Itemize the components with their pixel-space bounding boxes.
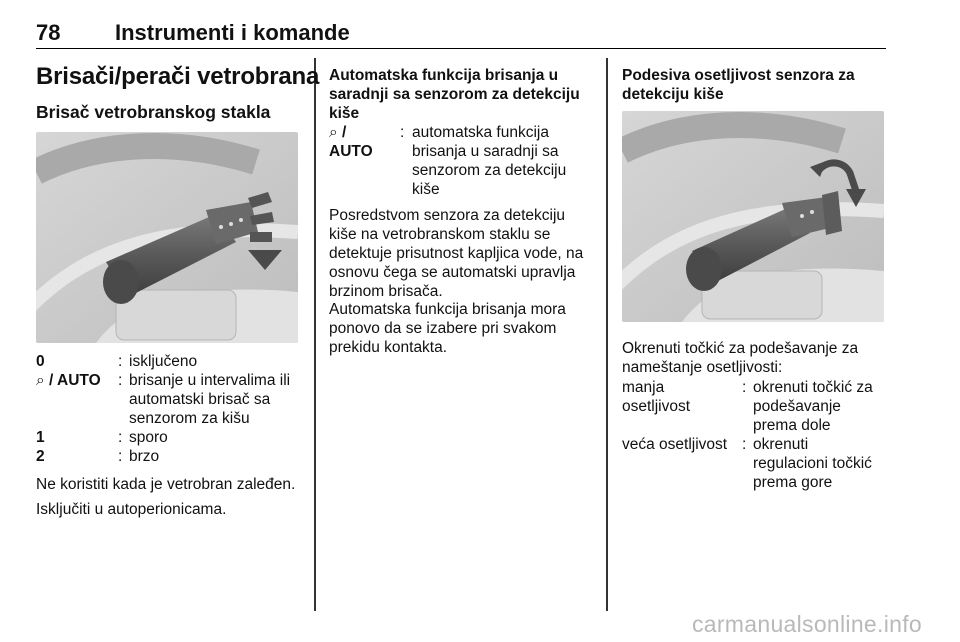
sensitivity-figure: [622, 111, 884, 322]
def-term: veća osetljivost: [622, 436, 728, 453]
wiper-auto-icon: ⌕: [36, 372, 45, 389]
def-desc: brzo: [129, 448, 160, 465]
def-row: [622, 435, 892, 492]
watermark: carmanualsonline.info: [691, 611, 922, 637]
def-term: 0: [36, 353, 45, 370]
stalk-illustration: [36, 132, 298, 343]
middle-paragraph-1: Posredstvom senzora za detekciju kiše na vetrobranskom staklu se detektuje prisutnost kapljica vode, na osnovu čega se automatski upravlja brzinom brisača.: [329, 207, 584, 300]
left-paragraph-2: Isključiti u autoperionicama.: [36, 501, 227, 518]
left-paragraph-1: Ne koristiti kada je vetrobran zaleđen.: [36, 476, 296, 493]
def-term-text: / AUTO: [44, 372, 101, 389]
def-term: [36, 371, 101, 390]
right-heading: Podesiva osetljivost senzora za detekciju kiše: [622, 67, 855, 103]
def-colon: :: [742, 436, 747, 453]
def-row: [36, 352, 298, 371]
def-colon: :: [118, 429, 123, 446]
def-desc: okrenuti točkić za podešavanje prema dole: [753, 379, 873, 434]
column-divider-2: [606, 58, 608, 611]
def-desc: sporo: [129, 429, 168, 446]
middle-heading: Automatska funkcija brisanja u saradnji sa senzorom za detekciju kiše: [329, 67, 580, 122]
right-intro: Okrenuti točkić za podešavanje za nameštanje osetljivosti:: [622, 340, 859, 376]
def-desc: brisanje u intervalima ili automatski brisač sa senzorom za kišu: [129, 372, 291, 427]
def-desc: automatska funkcija brisanja u saradnji sa senzorom za detekciju kiše: [412, 124, 567, 198]
column-divider-1: [314, 58, 316, 611]
def-term: 1: [36, 429, 45, 446]
def-row: [36, 428, 298, 447]
def-colon: :: [118, 448, 123, 465]
header-rule: [36, 48, 886, 49]
section-title: Brisači/perači vetrobrana: [36, 63, 320, 90]
def-term: 2: [36, 448, 45, 465]
wiper-stalk-figure: [36, 132, 298, 343]
def-term-text: /: [337, 124, 347, 141]
stalk-illustration: [622, 111, 884, 322]
def-colon: :: [118, 372, 123, 389]
page-header-title: Instrumenti i komande: [115, 20, 350, 45]
subsection-title: Brisač vetrobranskog stakla: [36, 102, 271, 122]
def-row: [36, 371, 298, 428]
def-term-text-2: AUTO: [329, 143, 373, 160]
def-colon: :: [400, 124, 405, 141]
def-row: [622, 378, 892, 435]
def-term: manja osetljivost: [622, 379, 691, 415]
def-desc: okrenuti regulacioni točkić prema gore: [753, 436, 872, 491]
wiper-auto-icon: ⌕: [329, 124, 338, 141]
def-desc: isključeno: [129, 353, 198, 370]
middle-paragraph-2: Automatska funkcija brisanja mora ponovo da se izabere pri svakom prekidu kontakta.: [329, 301, 566, 356]
def-row: [36, 447, 298, 466]
right-def-list: [622, 378, 892, 492]
middle-def-list: [329, 123, 599, 198]
def-term: [329, 123, 373, 161]
def-colon: :: [118, 353, 123, 370]
page-number: 78: [36, 20, 61, 45]
def-colon: :: [742, 379, 747, 396]
left-def-list: [36, 352, 298, 466]
